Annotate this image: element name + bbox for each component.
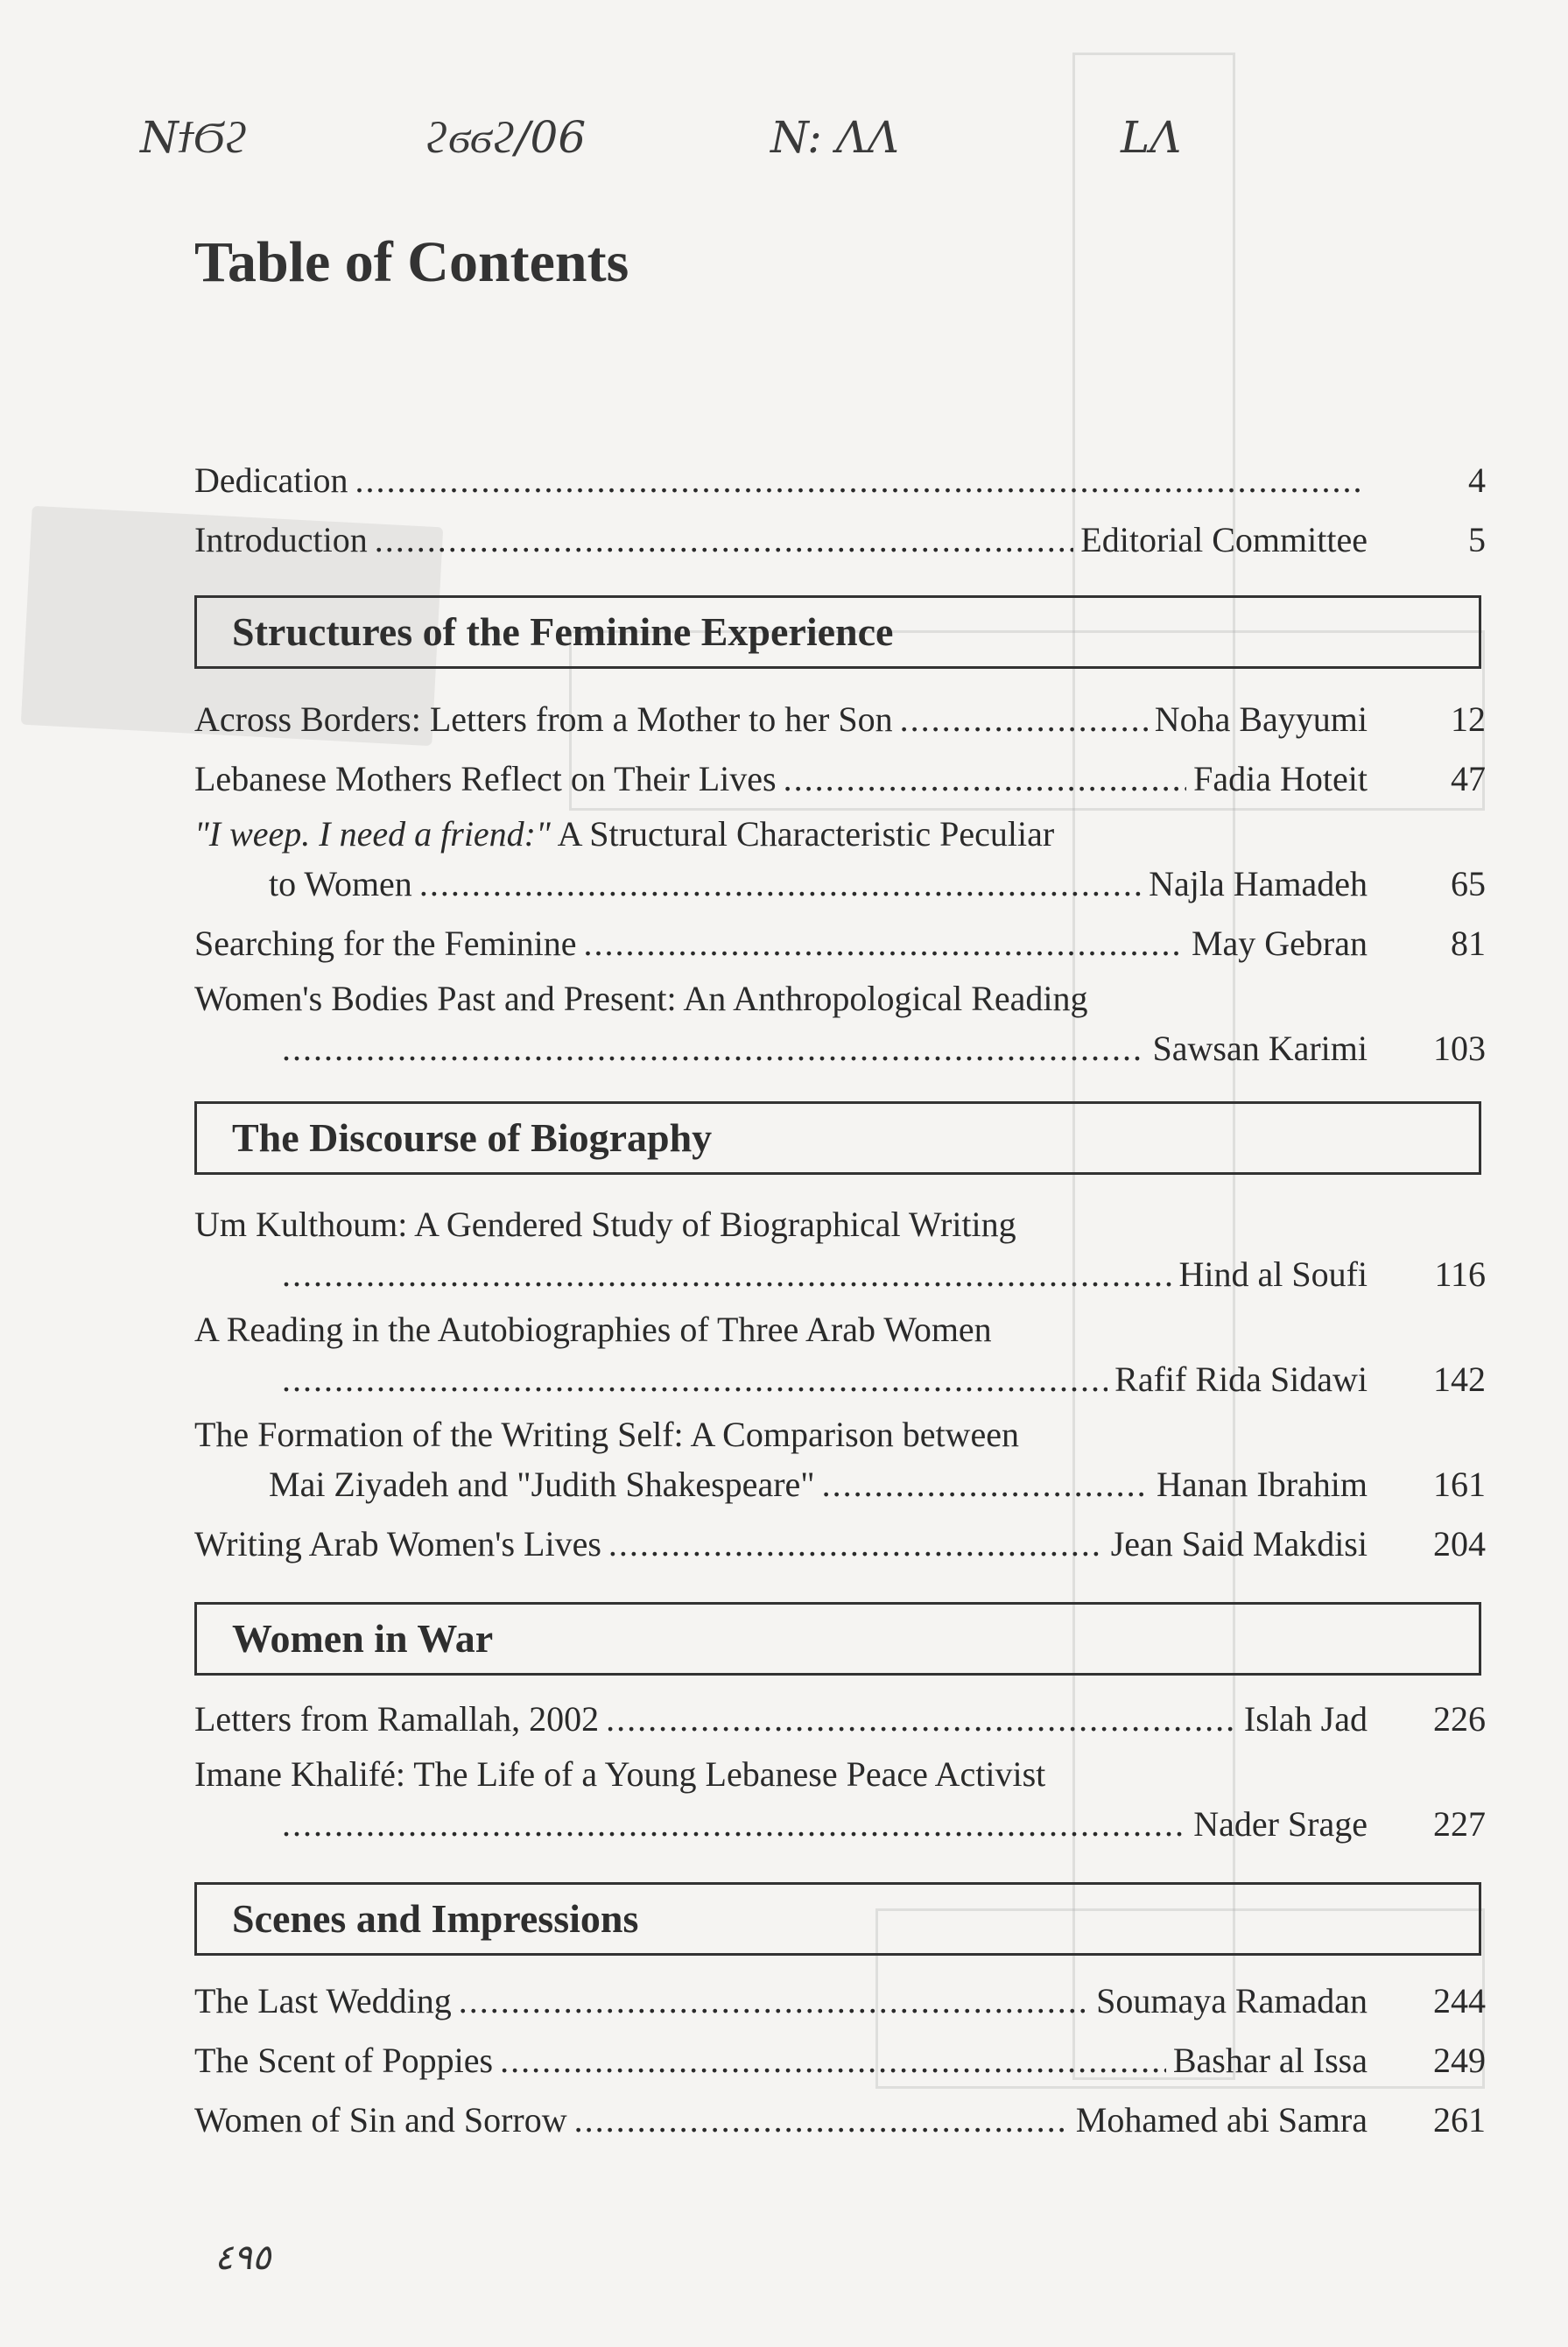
toc-entry [194, 1690, 1486, 1749]
entry-title-italic: "I weep. I need a friend:" [194, 814, 551, 854]
entry-author: Rafif Rida Sidawi [1114, 1360, 1368, 1399]
page-number: ٤٩٥ [214, 2238, 271, 2277]
toc-entry [194, 2031, 1486, 2091]
entry-author: Najla Hamadeh [1149, 864, 1368, 903]
toc-entry-line [194, 973, 1486, 1019]
entry-author: Hanan Ibrahim [1156, 1465, 1368, 1504]
toc-entry-line [194, 809, 1486, 854]
entry-page: 103 [1433, 1029, 1486, 1068]
toc-section [194, 690, 1486, 1079]
toc-front [194, 451, 1486, 570]
entry-page: 249 [1433, 2041, 1486, 2080]
entry-author: Nader Srage [1193, 1804, 1368, 1844]
entry-title: A Structural Characteristic Peculiar [557, 814, 1055, 854]
entry-page: 204 [1433, 1524, 1486, 1563]
entry-page: 244 [1433, 1981, 1486, 2020]
section-heading: The Discourse of Biography [194, 1101, 1481, 1175]
entry-author: Editorial Committee [1080, 520, 1368, 559]
section-heading: Scenes and Impressions [194, 1882, 1481, 1956]
toc-entry-line [194, 1409, 1486, 1455]
entry-page: 47 [1451, 759, 1486, 798]
toc-section [194, 1971, 1486, 2150]
toc-entry [194, 1019, 1486, 1079]
entry-title: The Last Wedding [194, 1981, 452, 2020]
page-title: Table of Contents [194, 230, 629, 294]
entry-title: Imane Khalifé: The Life of a Young Lebanese Peace Activist [194, 1754, 1046, 1794]
entry-page: 5 [1468, 520, 1486, 559]
toc-entry [194, 1455, 1486, 1514]
toc-entry-line [194, 1749, 1486, 1795]
entry-title: A Reading in the Autobiographies of Three Arab Women [194, 1310, 992, 1349]
handwritten-note: ϩϭϭϩ/06 [425, 112, 587, 163]
entry-author: Soumaya Ramadan [1096, 1981, 1368, 2020]
entry-title: Across Borders: Letters from a Mother to her Son [194, 699, 893, 739]
entry-title: Dedication [194, 460, 348, 500]
toc-entry-line [194, 1304, 1486, 1350]
toc-entry [194, 690, 1486, 749]
entry-author: Mohamed abi Samra [1075, 2100, 1368, 2140]
entry-author: Jean Said Makdisi [1110, 1524, 1368, 1563]
entry-author: Sawsan Karimi [1152, 1029, 1368, 1068]
entry-page: 12 [1451, 699, 1486, 739]
entry-title: Letters from Ramallah, 2002 [194, 1699, 600, 1739]
section-heading: Structures of the Feminine Experience [194, 595, 1481, 669]
entry-page: 142 [1433, 1360, 1486, 1399]
toc-entry [194, 1514, 1486, 1574]
entry-title: Writing Arab Women's Lives [194, 1524, 601, 1563]
handwritten-note: LΛ [1121, 112, 1182, 163]
entry-title: Searching for the Feminine [194, 924, 577, 963]
entry-title-cont: Mai Ziyadeh and "Judith Shakespeare" [269, 1465, 815, 1504]
toc-section [194, 1690, 1486, 1854]
entry-author: Hind al Soufi [1178, 1254, 1368, 1294]
entry-author: Islah Jad [1243, 1699, 1368, 1739]
entry-title-cont: to Women [269, 864, 412, 903]
entry-author: Bashar al Issa [1172, 2041, 1368, 2080]
entry-title: Women's Bodies Past and Present: An Anthropological Reading [194, 979, 1088, 1018]
toc-entry [194, 1350, 1486, 1409]
toc-section [194, 1199, 1486, 1574]
entry-title: Introduction [194, 520, 368, 559]
handwritten-note: N: ΛΛ [770, 112, 899, 163]
entry-title: Women of Sin and Sorrow [194, 2100, 567, 2140]
toc-entry [194, 914, 1486, 973]
toc-entry [194, 1795, 1486, 1854]
entry-title: The Scent of Poppies [194, 2041, 494, 2080]
entry-page: 227 [1433, 1804, 1486, 1844]
toc-entry [194, 2091, 1486, 2150]
toc-entry [194, 1971, 1486, 2031]
toc-entry [194, 1245, 1486, 1304]
entry-author: May Gebran [1191, 924, 1368, 963]
entry-page: 226 [1433, 1699, 1486, 1739]
section-heading: Women in War [194, 1602, 1481, 1676]
entry-page: 161 [1433, 1465, 1486, 1504]
toc-entry [194, 451, 1486, 510]
entry-page: 81 [1451, 924, 1486, 963]
toc-entry [194, 749, 1486, 809]
toc-entry [194, 510, 1486, 570]
handwritten-note: ΝϯϬϩ [140, 112, 248, 163]
entry-title: Um Kulthoum: A Gendered Study of Biographical Writing [194, 1205, 1016, 1244]
entry-title: The Formation of the Writing Self: A Comparison between [194, 1415, 1019, 1454]
entry-author: Noha Bayyumi [1154, 699, 1368, 739]
entry-title: Lebanese Mothers Reflect on Their Lives [194, 759, 777, 798]
entry-page: 65 [1451, 864, 1486, 903]
entry-page: 4 [1468, 460, 1486, 500]
entry-page: 261 [1433, 2100, 1486, 2140]
entry-author: Fadia Hoteit [1193, 759, 1368, 798]
entry-page: 116 [1434, 1254, 1486, 1294]
toc-entry-line [194, 1199, 1486, 1245]
toc-entry [194, 854, 1486, 914]
